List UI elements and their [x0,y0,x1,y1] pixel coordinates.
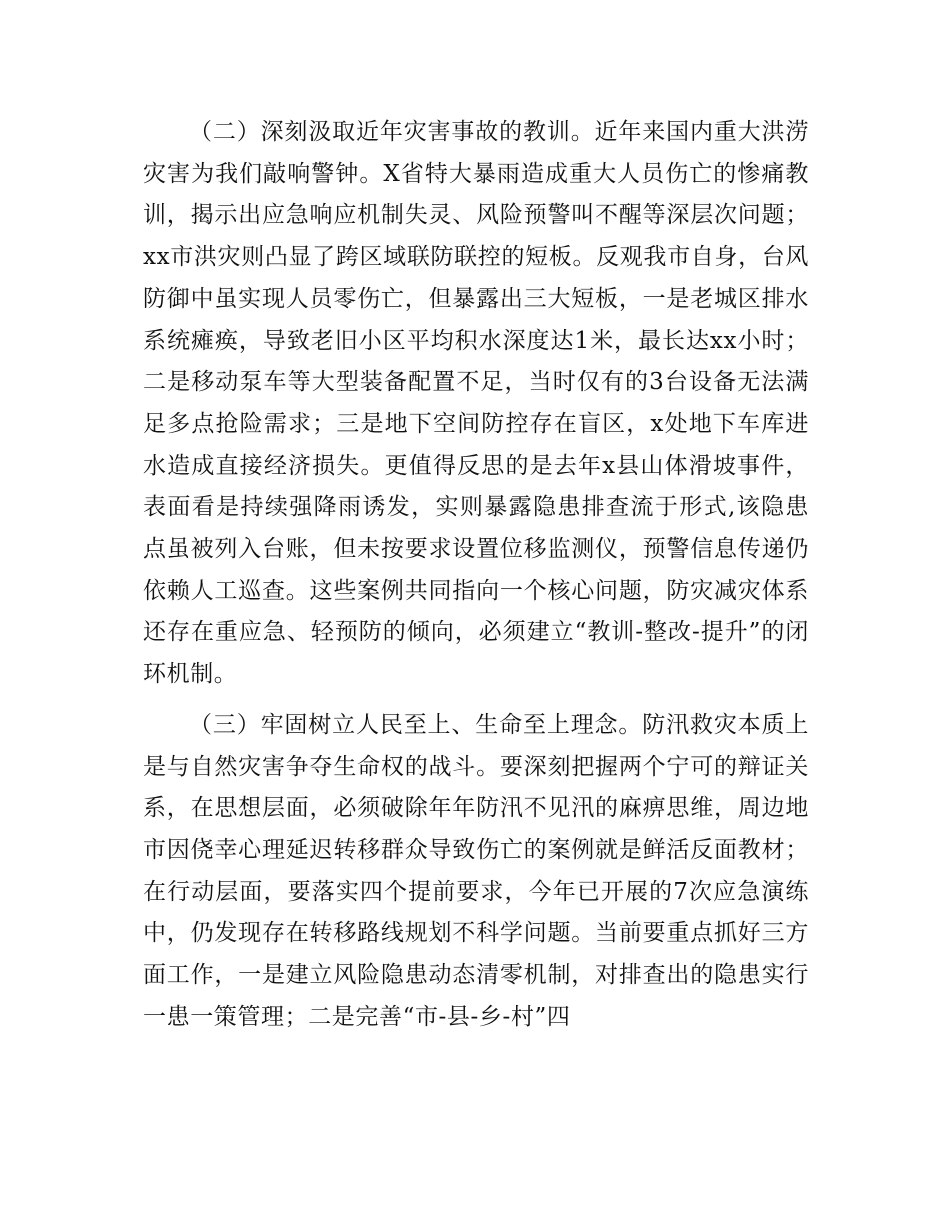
document-page [143,112,809,1038]
paragraph-people-first: （三）牢固树立人民至上、生命至上理念。防汛救灾本质上是与自然灾害争夺生命权的战斗。要深刻把握两个宁可的辩证关系，在思想层面，必须破除年年防汛不见汛的麻痹思维，周边地市因侥幸心理延迟转移群众导致伤亡的案例就是鲜活反面教材；在行动层面，要落实四个提前要求，今年已开展的7次应急演练中，仍发现存在转移路线规划不科学问题。当前要重点抓好三方面工作，一是建立风险隐患动态清零机制，对排查出的隐患实行一患一策管理；二是完善“市-县-乡-村”四 [143,711,809,1030]
paragraph-lessons: （二）深刻汲取近年灾害事故的教训。近年来国内重大洪涝灾害为我们敲响警钟。X省特大暴雨造成重大人员伤亡的惨痛教训，揭示出应急响应机制失灵、风险预警叫不醒等深层次问题；xx市洪灾则凸显了跨区域联防联控的短板。反观我市自身，台风防御中虽实现人员零伤亡，但暴露出三大短板，一是老城区排水系统瘫痪，导致老旧小区平均积水深度达1米，最长达xx小时；二是移动泵车等大型装备配置不足，当时仅有的3台设备无法满足多点抢险需求；三是地下空间防控存在盲区，x处地下车库进水造成直接经济损失。更值得反思的是去年x县山体滑坡事件，表面看是持续强降雨诱发，实则暴露隐患排查流于形式,该隐患点虽被列入台账，但未按要求设置位移监测仪，预警信息传递仍依赖人工巡查。这些案例共同指向一个核心问题，防灾减灾体系还存在重应急、轻预防的倾向，必须建立“教训-整改-提升”的闭环机制。 [143,119,809,688]
